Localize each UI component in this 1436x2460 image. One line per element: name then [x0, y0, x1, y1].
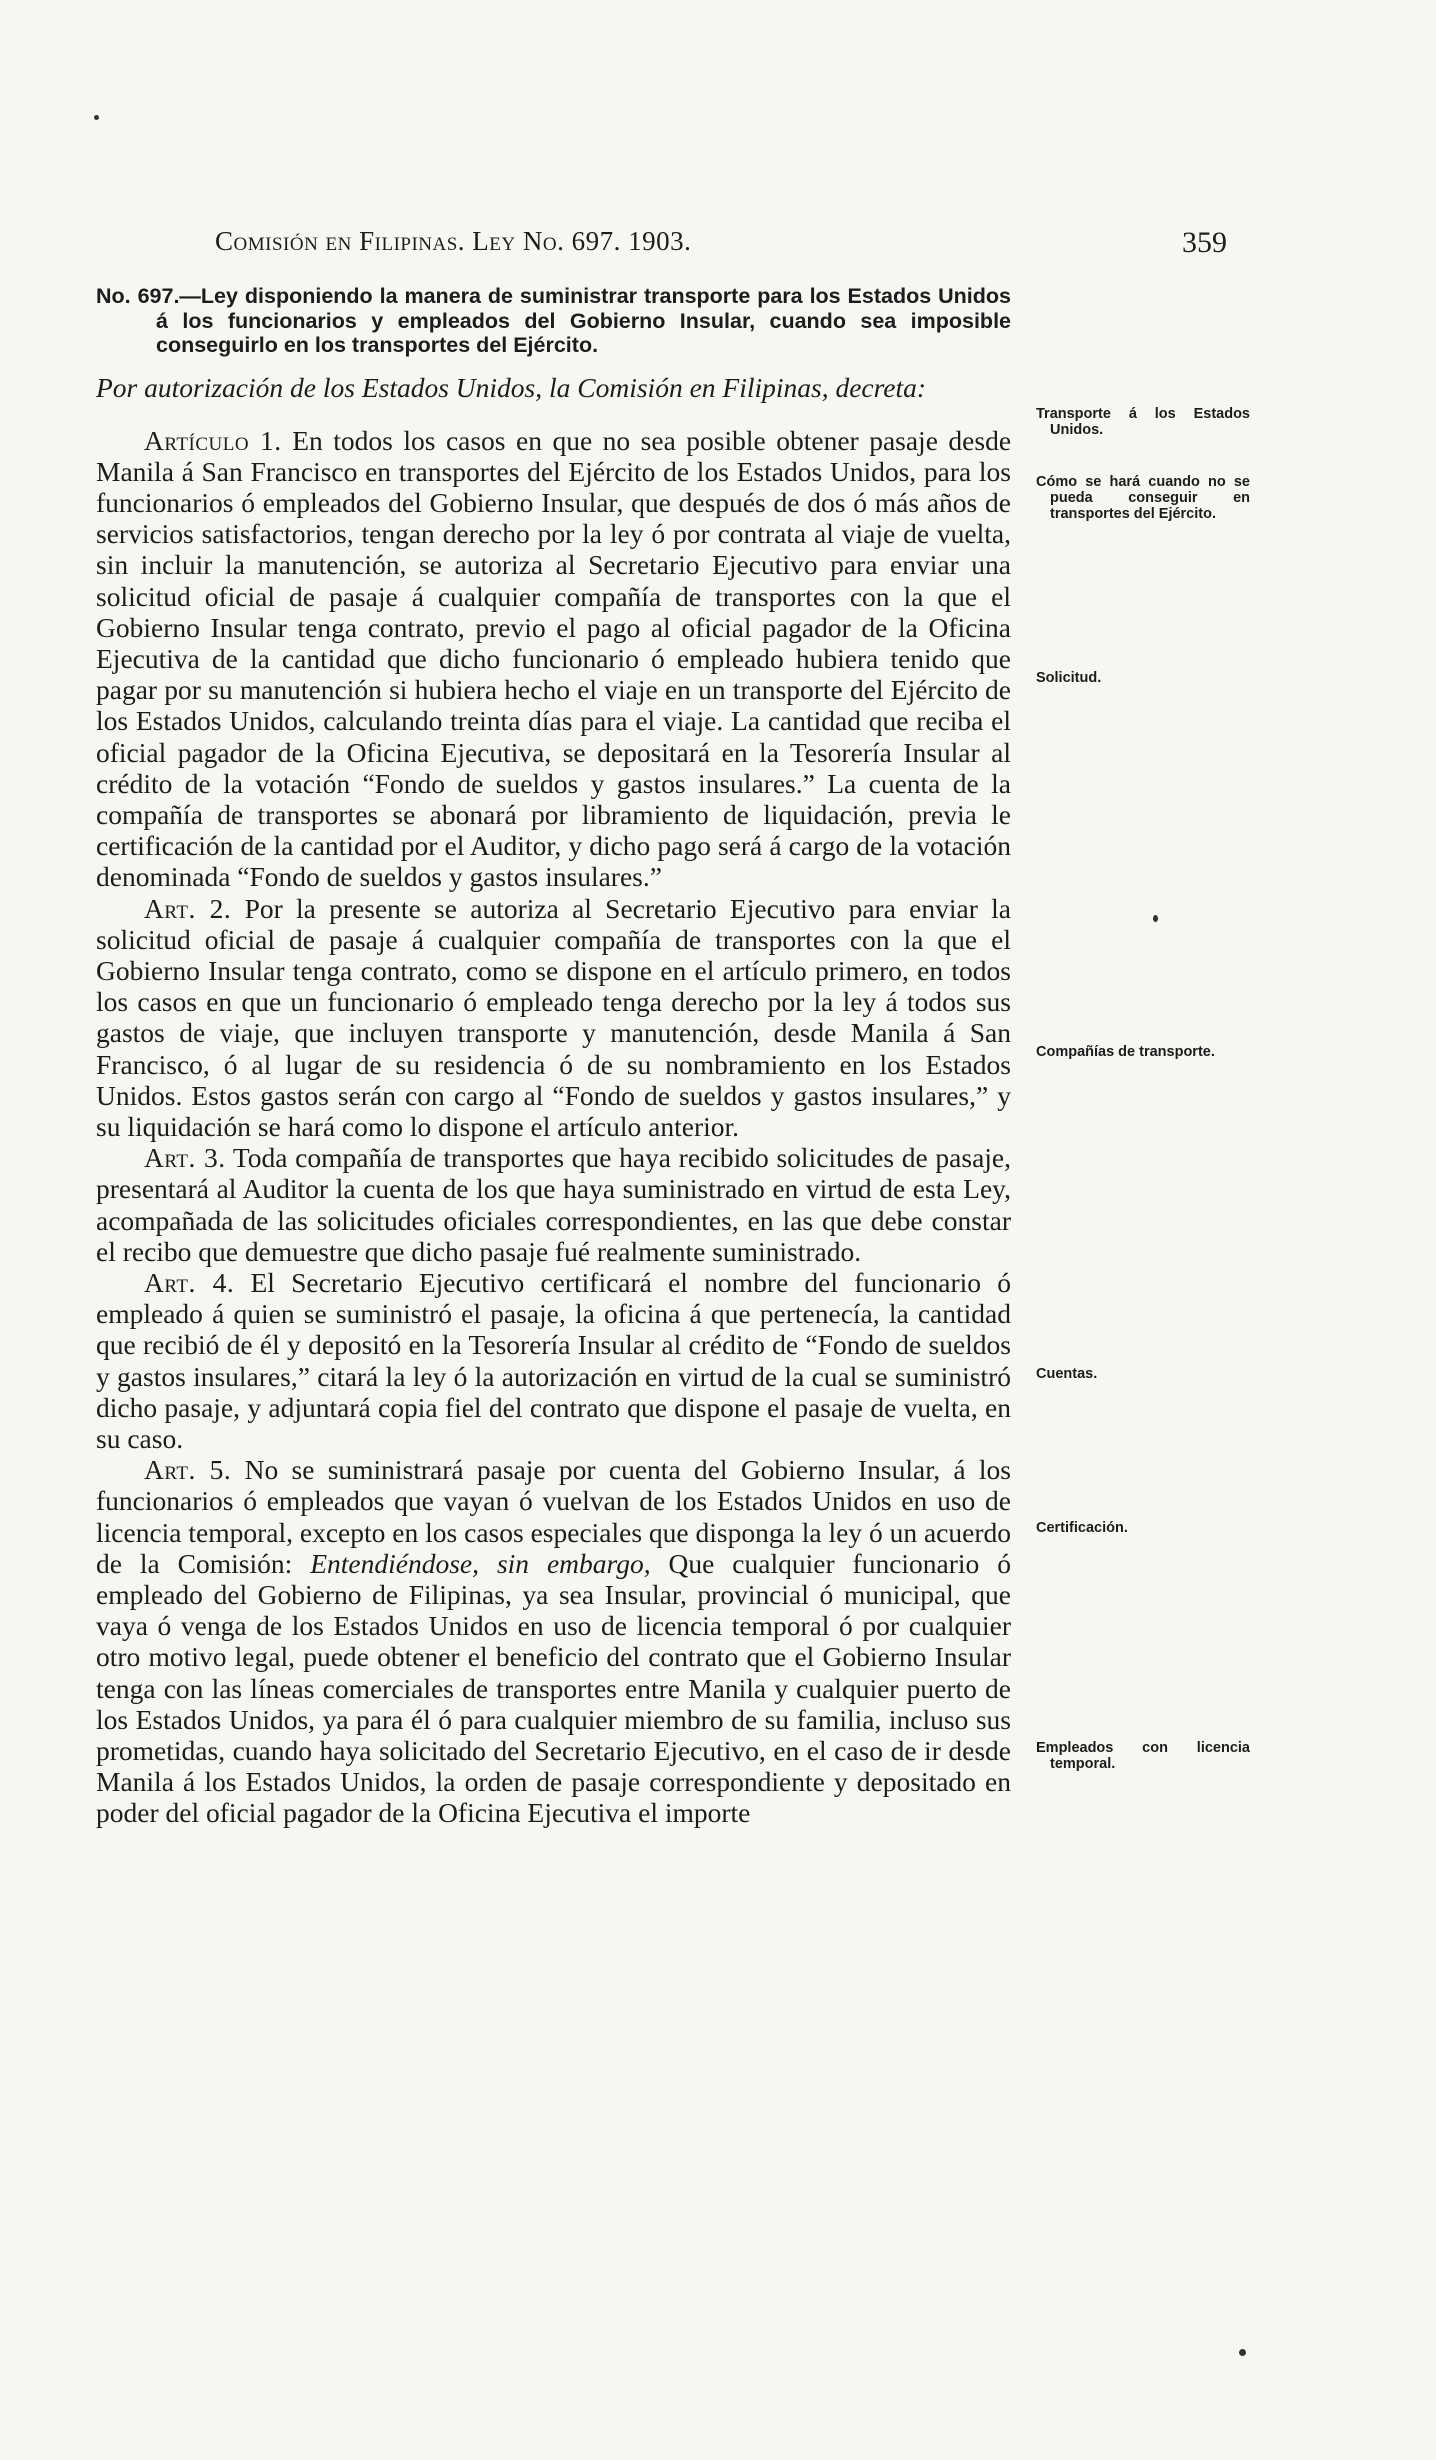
- article-1: [96, 425, 1011, 893]
- enacting-clause: Por autorización de los Estados Unidos, la Comisión en Filipinas, decreta:: [96, 371, 927, 403]
- proviso-phrase: Entendiéndose, sin embargo,: [310, 1547, 651, 1579]
- body-text: [96, 284, 1011, 1829]
- article-label: Artículo 1.: [144, 424, 282, 456]
- article-text: El Secretario Ejecutivo certificará el nombre del funcionario ó empleado á quien se suministró el pasaje, la oficina á que pertenecía, la cantidad que recibió de él y depositó en la Tesorería Insular al crédito de “Fondo de sueldos y gastos insulares,” citará la ley ó la autorización en virtud de la cual se suministró dicho pasaje, y adjuntará copia fiel del contrato que dispone el pasaje de vuelta, en su caso.: [96, 1266, 1011, 1454]
- sidenote-cuentas: Cuentas.: [1036, 1366, 1098, 1382]
- print-speck: [1239, 2349, 1246, 2356]
- sidenote-transporte: Transporte á los Estados Unidos.: [1036, 406, 1250, 438]
- bill-title: No. 697.—Ley disponiendo la manera de suministrar transporte para los Estados Unidos á los funcionarios y empleados del Gobierno Insular, cuando sea imposible conseguirlo en los transportes del Ejército.: [96, 284, 1011, 357]
- article-text: Toda compañía de transportes que haya recibido solicitudes de pasaje, presentará al Auditor la cuenta de los que haya suministrado en virtud de esta Ley, acompañada de las solicitudes oficiales correspondientes, en las que debe constar el recibo que demuestre que dicho pasaje fué realmente suministrado.: [96, 1142, 1011, 1267]
- running-head: [215, 226, 1227, 266]
- article-label: Art. 5.: [144, 1454, 232, 1486]
- article-4: [96, 1267, 1011, 1454]
- sidenote-como-se-hara: Cómo se hará cuando no se pueda conseguir en transportes del Ejército.: [1036, 474, 1250, 522]
- article-label: Art. 2.: [144, 892, 232, 924]
- article-5: [96, 1454, 1011, 1828]
- article-text: Por la presente se autoriza al Secretario Ejecutivo para enviar la solicitud oficial de pasaje á cualquier compañía de transportes con la que el Gobierno Insular tenga contrato, como se dispone en el artículo primero, en todos los casos en que un funcionario ó empleado tenga derecho por la ley á todos sus gastos de viaje, que incluyen transporte y manutención, desde Manila á San Francisco, ó al lugar de su residencia ó de su nombramiento en los Estados Unidos. Estos gastos serán con cargo al “Fondo de sueldos y gastos insulares,” y su liquidación se hará como lo dispone el artículo anterior.: [96, 892, 1012, 1142]
- article-label: Art. 3.: [144, 1142, 226, 1174]
- sidenote-empleados: Empleados con licencia temporal.: [1036, 1740, 1250, 1772]
- article-text: En todos los casos en que no sea posible obtener pasaje desde Manila á San Francisco en transportes del Ejército de los Estados Unidos, para los funcionarios ó empleados del Gobierno Insular, que después de dos ó más años de servicios satisfactorios, tengan derecho por la ley ó por contrata al viaje de vuelta, sin incluir la manutención, se autoriza al Secretario Ejecutivo para enviar una solicitud oficial de pasaje á cualquier compañía de transportes con la que el Gobierno Insular tenga contrato, previo el pago al oficial pagador de la Oficina Ejecutiva de la cantidad que dicho funcionario ó empleado hubiera tenido que pagar por su manutención si hubiera hecho el viaje en un transporte del Ejército de los Estados Unidos, calculando treinta días para el viaje. La cantidad que reciba el oficial pagador de la Oficina Ejecutiva, se depositará en la Tesorería Insular al crédito de la votación “Fondo de sueldos y gastos insulares.” La cuenta de la compañía de transportes se abonará por libramiento de liquidación, previa le certificación de la cantidad por el Auditor, y dicho pago será á cargo de la votación denominada “Fondo de sueldos y gastos insulares.”: [96, 424, 1012, 893]
- article-3: [96, 1142, 1011, 1267]
- article-text: No se suministrará pasaje por cuenta del Gobierno Insular, á los funcionarios ó empleados que vayan ó vuelvan de los Estados Unidos en uso de licencia temporal, excepto en los casos especiales que disponga la ley ó un acuerdo de la Comisión:: [96, 1454, 1012, 1579]
- article-label: Art. 4.: [144, 1266, 235, 1298]
- page-number: 359: [1182, 226, 1227, 259]
- sidenote-certificacion: Certificación.: [1036, 1520, 1128, 1536]
- sidenote-solicitud: Solicitud.: [1036, 670, 1102, 686]
- running-title: Comisión en Filipinas. Ley No. 697. 1903.: [215, 226, 692, 256]
- article-2: [96, 893, 1011, 1143]
- print-speck: [94, 115, 99, 120]
- print-speck: [1153, 915, 1158, 922]
- sidenote-companias: Compañías de transporte.: [1036, 1044, 1215, 1060]
- article-text: Que cualquier funcionario ó empleado del Gobierno de Filipinas, ya sea Insular, provincial ó municipal, que vaya ó venga de los Estados Unidos en uso de licencia temporal ó por cualquier otro motivo legal, puede obtener el beneficio del contrato que el Gobierno Insular tenga con las líneas comerciales de transportes entre Manila y cualquier puerto de los Estados Unidos, ya para él ó para cualquier miembro de su familia, incluso sus prometidas, cuando haya solicitado del Secretario Ejecutivo, en el caso de ir desde Manila á los Estados Unidos, la orden de pasaje correspondiente y depositado en poder del oficial pagador de la Oficina Ejecutiva el importe: [96, 1547, 1011, 1829]
